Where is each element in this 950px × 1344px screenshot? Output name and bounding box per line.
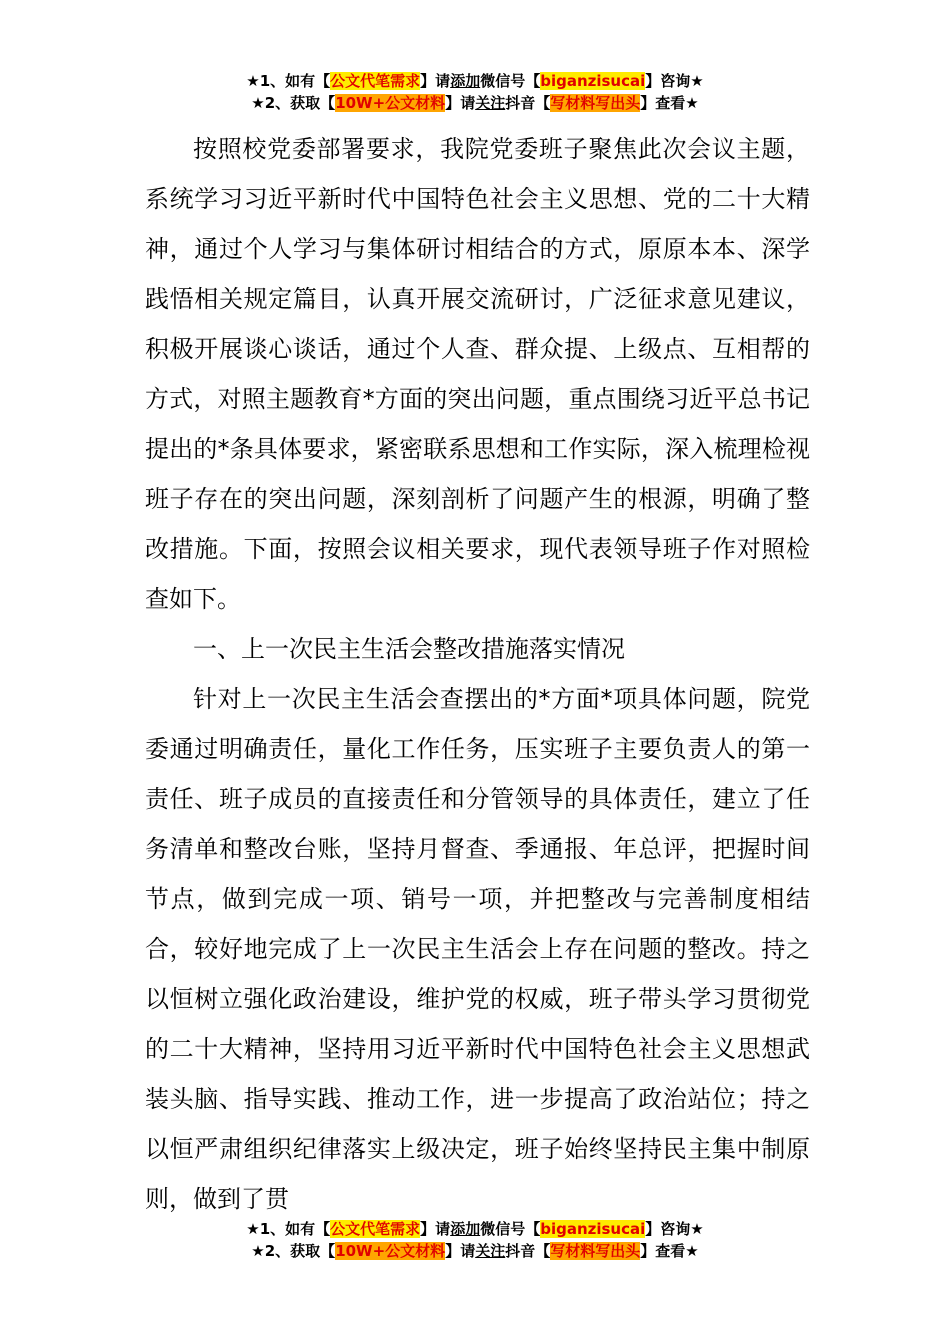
highlight-service: 公文代笔需求 [330, 72, 421, 90]
banner-text: 】请 [445, 94, 476, 112]
banner-line-1 [0, 1218, 950, 1240]
banner-text: 】请 [420, 72, 451, 90]
paragraph-rectification: 针对上一次民主生活会查摆出的*方面*项具体问题，院党委通过明确责任，量化工作任务，压实班子主要负责人的第一责任、班子成员的直接责任和分管领导的具体责任，建立了任务清单和整改台账，坚持月督查、季通报、年总评，把握时间节点，做到完成一项、销号一项，并把整改与完善制度相结合，较好地完成了上一次民主生活会上存在问题的整改。持之以恒树立强化政治建设，维护党的权威，班子带头学习贯彻党的二十大精神，坚持用习近平新时代中国特色社会主义思想武装头脑、指导实践、推动工作，进一步提高了政治站位；持之以恒严肃组织纪律落实上级决定，班子始终坚持民主集中制原则，做到了贯 [145, 685, 810, 1213]
banner-line-2 [0, 1240, 950, 1262]
highlight-service: 公文代笔需求 [330, 1220, 421, 1238]
banner-text: ★2、获取【 [251, 94, 336, 112]
underline-text: 关注 [475, 94, 506, 112]
banner-text: 】咨询★ [645, 1220, 704, 1238]
highlight-materials: 10W+公文材料 [335, 1242, 446, 1260]
underline-text: 关注 [475, 1242, 506, 1260]
highlight-wechat-id: biganzisucai [540, 1220, 646, 1238]
banner-text: 】查看★ [640, 1242, 699, 1260]
banner-text: 】咨询★ [645, 72, 704, 90]
banner-text: 】请 [445, 1242, 476, 1260]
highlight-douyin: 写材料写出头 [550, 94, 641, 112]
banner-line-1 [0, 70, 950, 92]
highlight-wechat-id: biganzisucai [540, 72, 646, 90]
banner-text: ★2、获取【 [251, 1242, 336, 1260]
section-heading: 一、上一次民主生活会整改措施落实情况 [193, 635, 625, 663]
paragraph-intro: 按照校党委部署要求，我院党委班子聚焦此次会议主题，系统学习习近平新时代中国特色社会主义思想、党的二十大精神，通过个人学习与集体研讨相结合的方式，原原本本、深学践悟相关规定篇目，认真开展交流研讨，广泛征求意见建议，积极开展谈心谈话，通过个人查、群众提、上级点、互相帮的方式，对照主题教育*方面的突出问题，重点围绕习近平总书记提出的*条具体要求，紧密联系思想和工作实际，深入梳理检视班子存在的突出问题，深刻剖析了问题产生的根源，明确了整改措施。下面，按照会议相关要求，现代表领导班子作对照检查如下。 [145, 135, 810, 613]
underline-text: 添加 [450, 1220, 481, 1238]
underline-text: 添加 [450, 72, 481, 90]
highlight-materials: 10W+公文材料 [335, 94, 446, 112]
header-banner [0, 70, 950, 114]
banner-text: 】查看★ [640, 94, 699, 112]
document-body [145, 124, 810, 1224]
banner-text: 微信号【 [480, 1220, 541, 1238]
banner-line-2 [0, 92, 950, 114]
banner-text: ★1、如有【 [246, 1220, 331, 1238]
banner-text: ★1、如有【 [246, 72, 331, 90]
banner-text: 抖音【 [505, 94, 551, 112]
banner-text: 抖音【 [505, 1242, 551, 1260]
highlight-douyin: 写材料写出头 [550, 1242, 641, 1260]
banner-text: 】请 [420, 1220, 451, 1238]
banner-text: 微信号【 [480, 72, 541, 90]
footer-banner [0, 1218, 950, 1262]
